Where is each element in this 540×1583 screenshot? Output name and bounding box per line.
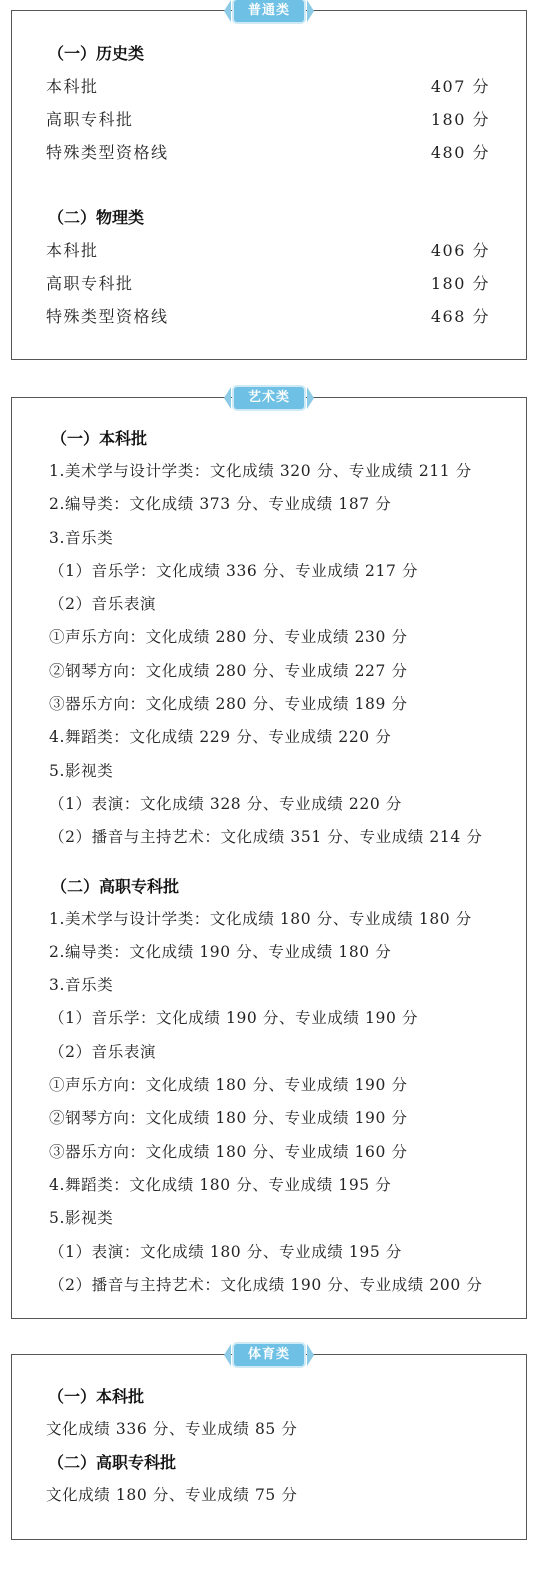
chevron-left-icon (224, 0, 231, 22)
art-line: （2）音乐表演 (49, 595, 157, 614)
chevron-left-icon (224, 387, 231, 409)
art-line: （1）音乐学：文化成绩 190 分、专业成绩 190 分 (49, 1009, 419, 1028)
art-line: ①声乐方向：文化成绩 280 分、专业成绩 230 分 (49, 628, 408, 647)
chevron-right-icon (307, 387, 314, 409)
art-line: （1）表演：文化成绩 328 分、专业成绩 220 分 (49, 794, 402, 813)
art-line: 5.影视类 (49, 761, 114, 780)
chevron-right-icon (307, 1344, 314, 1366)
art-line: ②钢琴方向：文化成绩 180 分、专业成绩 190 分 (49, 1109, 408, 1128)
sports-badge-label: 体育类 (234, 1344, 304, 1366)
art-line: 2.编导类：文化成绩 190 分、专业成绩 180 分 (49, 942, 392, 961)
row-score: 180 分 (430, 110, 490, 129)
art-line: 3.音乐类 (49, 976, 114, 995)
physics-row (46, 300, 490, 333)
art-line: ③器乐方向：文化成绩 280 分、专业成绩 189 分 (49, 695, 408, 714)
art-section (11, 390, 527, 1319)
art-line: 4.舞蹈类：文化成绩 229 分、专业成绩 220 分 (49, 728, 392, 747)
row-label: 特殊类型资格线 (46, 307, 169, 326)
art-line: 1.美术学与设计学类：文化成绩 320 分、专业成绩 211 分 (49, 462, 472, 480)
row-label: 本科批 (46, 77, 99, 96)
art-line: （2）播音与主持艺术：文化成绩 351 分、专业成绩 214 分 (49, 828, 483, 847)
row-label: 高职专科批 (46, 274, 134, 293)
art-vocational-heading: （二）高职专科批 (51, 876, 180, 896)
art-line: 1.美术学与设计学类：文化成绩 180 分、专业成绩 180 分 (49, 909, 472, 928)
art-line: ①声乐方向：文化成绩 180 分、专业成绩 190 分 (49, 1076, 408, 1095)
chevron-left-icon (224, 1344, 231, 1366)
row-label: 高职专科批 (46, 110, 134, 129)
art-line: ③器乐方向：文化成绩 180 分、专业成绩 160 分 (49, 1142, 408, 1161)
history-heading: （一）历史类 (48, 44, 145, 63)
row-label: 特殊类型资格线 (46, 143, 169, 162)
sports-undergrad-line: 文化成绩 336 分、专业成绩 85 分 (46, 1420, 298, 1438)
art-undergrad-heading: （一）本科批 (51, 429, 148, 448)
art-line: 5.影视类 (49, 1209, 114, 1228)
physics-heading: （二）物理类 (48, 208, 145, 227)
art-line: 2.编导类：文化成绩 373 分、专业成绩 187 分 (49, 495, 392, 514)
art-line: （2）音乐表演 (49, 1042, 157, 1061)
history-row (46, 103, 490, 136)
sports-undergrad-heading: （一）本科批 (48, 1387, 145, 1406)
history-row (46, 70, 490, 103)
art-line: ②钢琴方向：文化成绩 280 分、专业成绩 227 分 (49, 661, 408, 680)
row-score: 407 分 (430, 77, 490, 96)
physics-row (46, 267, 490, 300)
history-row (46, 136, 490, 169)
sports-vocational-heading: （二）高职专科批 (48, 1453, 177, 1473)
general-badge (224, 0, 314, 22)
art-line: （2）播音与主持艺术：文化成绩 190 分、专业成绩 200 分 (49, 1275, 483, 1294)
art-line: （1）音乐学：文化成绩 336 分、专业成绩 217 分 (49, 561, 419, 580)
art-line: 3.音乐类 (49, 528, 114, 547)
row-score: 468 分 (430, 307, 490, 326)
art-line: （1）表演：文化成绩 180 分、专业成绩 195 分 (49, 1242, 402, 1261)
art-badge (224, 387, 314, 409)
row-label: 本科批 (46, 241, 99, 260)
general-section (11, 3, 527, 360)
sports-section (11, 1347, 527, 1540)
general-badge-label: 普通类 (234, 0, 304, 22)
art-line: 4.舞蹈类：文化成绩 180 分、专业成绩 195 分 (49, 1175, 392, 1194)
chevron-right-icon (307, 0, 314, 22)
sports-vocational-line: 文化成绩 180 分、专业成绩 75 分 (46, 1486, 298, 1505)
row-score: 180 分 (430, 274, 490, 293)
physics-row (46, 234, 490, 267)
sports-badge (224, 1344, 314, 1366)
row-score: 480 分 (430, 143, 490, 162)
row-score: 406 分 (430, 241, 490, 260)
art-badge-label: 艺术类 (234, 387, 304, 409)
